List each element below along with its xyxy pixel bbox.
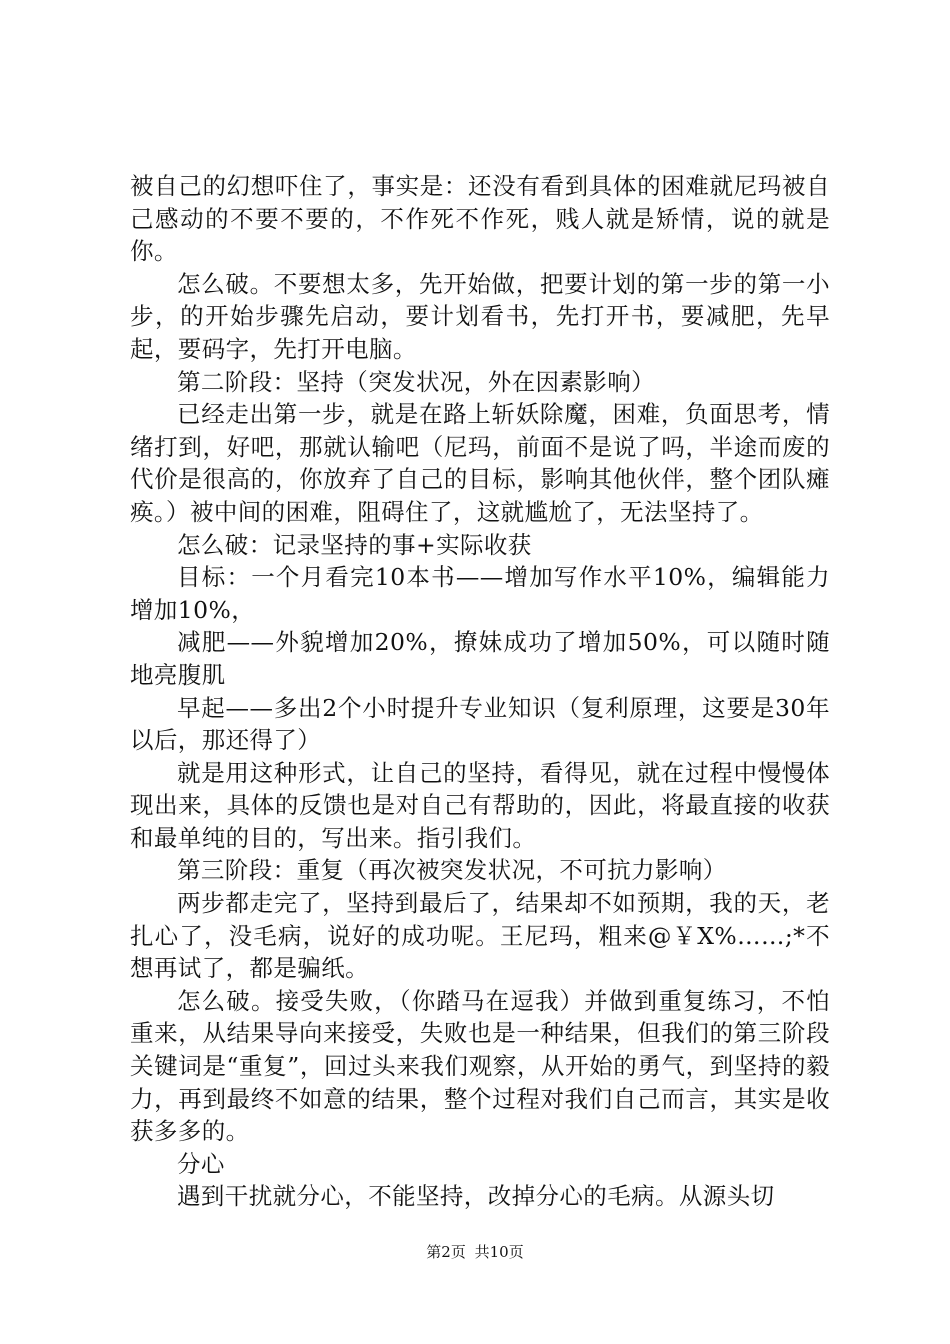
paragraph: 遇到干扰就分心，不能坚持，改掉分心的毛病。从源头切 <box>177 1182 775 1211</box>
page-footer <box>0 1242 950 1262</box>
paragraph: 早起——多出2个小时提升专业知识（复利原理，这要是30年以后，那还得了） <box>130 693 830 755</box>
paragraph: 就是用这种形式，让自己的坚持，看得见，就在过程中慢慢体现出来，具体的反馈也是对自己有帮助的，因此，将最直接的收获和最单纯的目的，写出来。指引我们。 <box>130 758 830 852</box>
section-heading-stage-three: 第三阶段：重复（再次被突发状况，不可抗力影响） <box>177 856 727 885</box>
paragraph: 两步都走完了，坚持到最后了，结果却不如预期，我的天，老扎心了，没毛病，说好的成功呢。王尼玛，粗来@￥X%……;*不想再试了，都是骗纸。 <box>130 889 830 983</box>
section-heading-distraction: 分心 <box>177 1149 225 1178</box>
paragraph: 怎么破：记录坚持的事+实际收获 <box>177 530 532 559</box>
paragraph: 减肥——外貌增加20%，撩妹成功了增加50%，可以随时随地亮腹肌 <box>130 628 830 689</box>
paragraph: 已经走出第一步，就是在路上斩妖除魔，困难，负面思考，情绪打到，好吧，那就认输吧（尼玛，前面不是说了吗，半途而废的代价是很高的，你放弃了自己的目标，影响其他伙伴，整个团队瘫痪。）被中间的困难，阻碍住了，这就尴尬了，无法坚持了。 <box>130 400 830 526</box>
paragraph: 目标：一个月看完10本书——增加写作水平10%，编辑能力增加10%， <box>130 563 830 624</box>
section-heading-stage-two: 第二阶段：坚持（突发状况，外在因素影响） <box>177 367 655 396</box>
paragraph-continued: 被自己的幻想吓住了，事实是：还没有看到具体的困难就尼玛被自己感动的不要不要的，不作死不作死，贱人就是矫情，说的就是你。 <box>130 172 830 266</box>
document-body <box>130 170 830 1213</box>
paragraph: 怎么破。不要想太多，先开始做，把要计划的第一步的第一小步，的开始步骤先启动，要计划看书，先打开书，要减肥，先早起，要码字，先打开电脑。 <box>130 269 830 363</box>
page-number: 第2页 <box>426 1243 466 1261</box>
page-total: 共10页 <box>474 1243 524 1261</box>
paragraph: 怎么破。接受失败，（你踏马在逗我）并做到重复练习，不怕重来，从结果导向来接受，失败也是一种结果，但我们的第三阶段关键词是“重复”，回过头来我们观察，从开始的勇气，到坚持的毅力，再到最终不如意的结果，整个过程对我们自己而言，其实是收获多多的。 <box>130 986 830 1146</box>
